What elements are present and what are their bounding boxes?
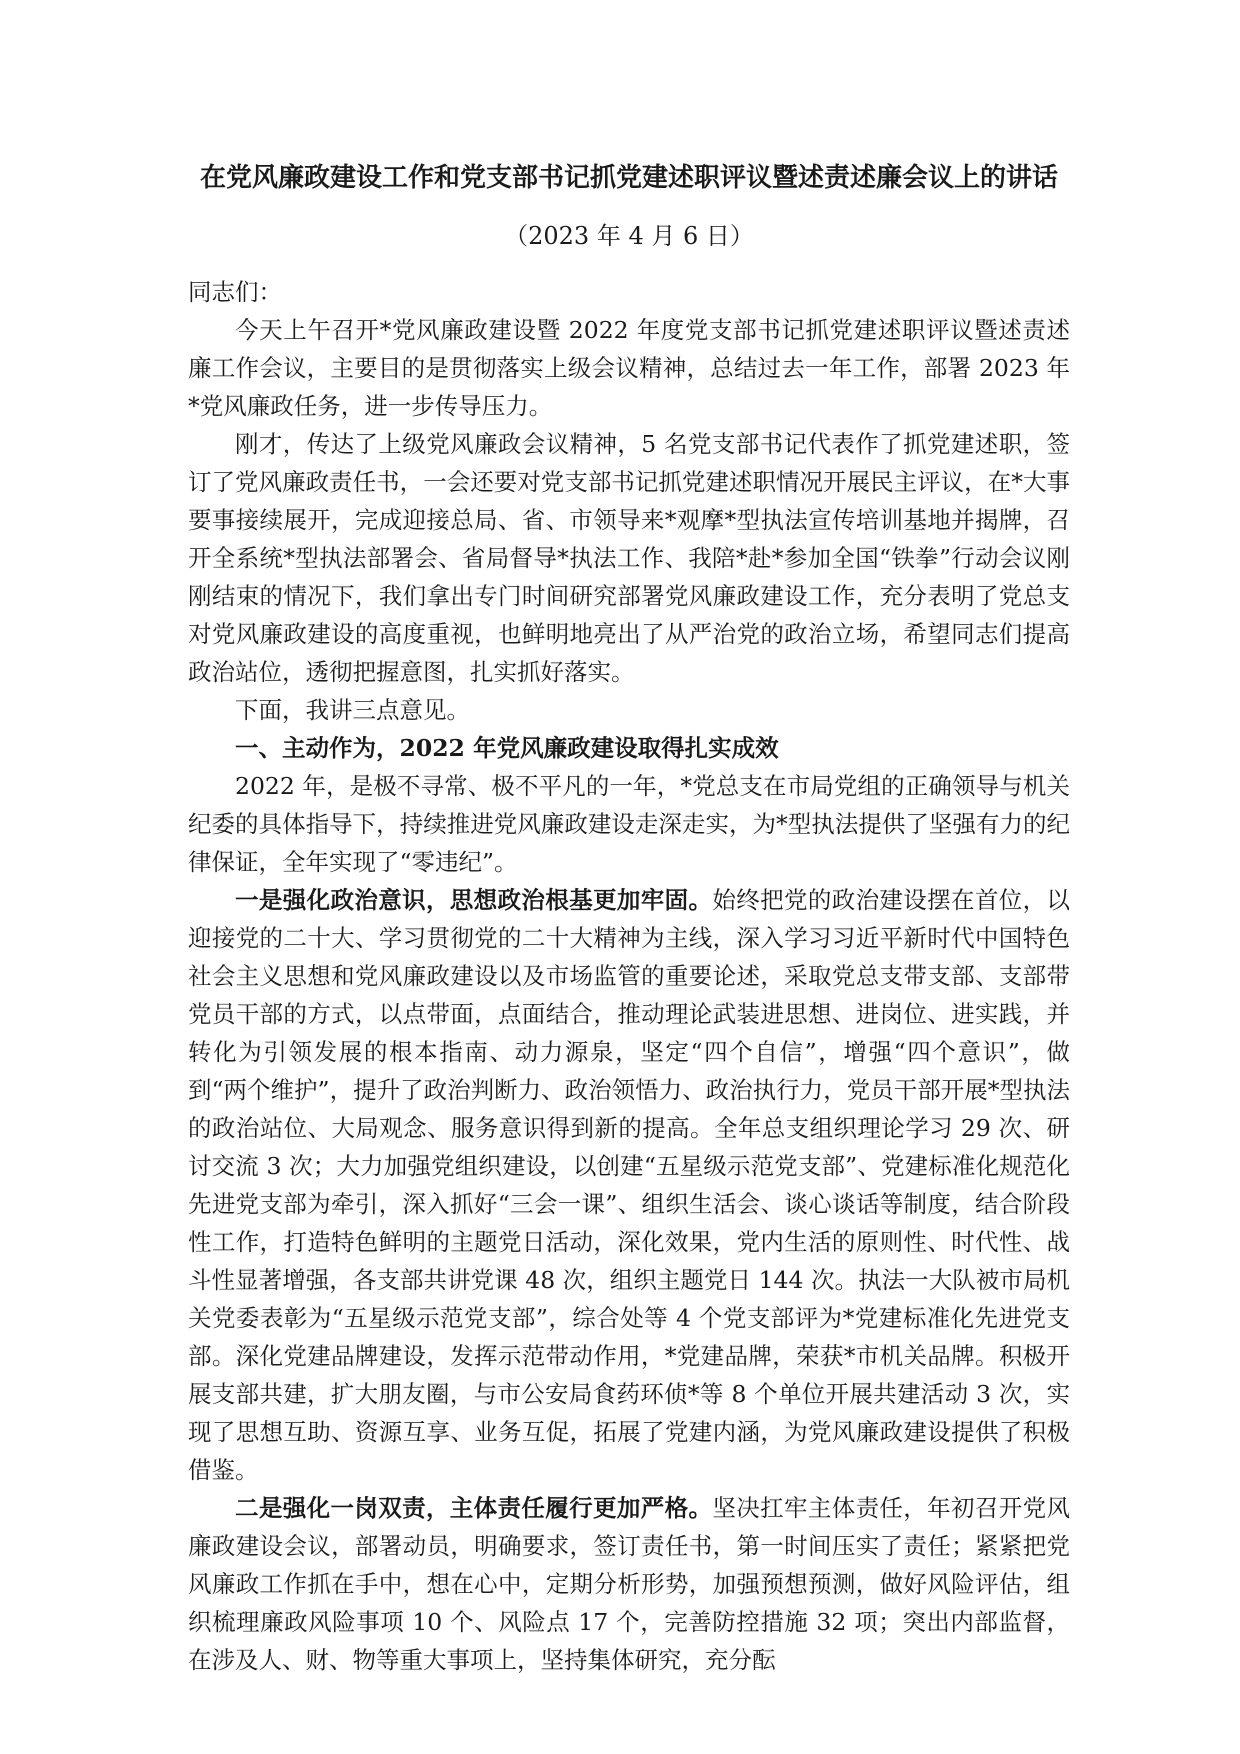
paragraph-6-body: 坚决扛牢主体责任，年初召开党风廉政建设会议，部署动员，明确要求，签订责任书，第一时间压实了责任；紧紧把党风廉政工作抓在手中，想在心中，定期分析形势，加强预想预测，做好风险评估，组织梳理廉政风险事项 10 个、风险点 17 个，完善防控措施 32 项；突出内部监督，在涉及人、财、物等重大事项上，坚持集体研究，充分酝	[188, 1494, 1071, 1674]
paragraph-6	[188, 1489, 1070, 1679]
paragraph-3: 下面，我讲三点意见。	[235, 696, 470, 724]
document-date: （2023 年 4 月 6 日）	[504, 222, 754, 250]
paragraph-4: 2022 年，是极不寻常、极不平凡的一年，*党总支在市局党组的正确领导与机关纪委的具体指导下，持续推进党风廉政建设走深走实，为*型执法提供了坚强有力的纪律保证，全年实现了“零违纪”。	[188, 772, 1070, 876]
section-heading-1: 一、主动作为，2022 年党风廉政建设取得扎实成效	[235, 734, 779, 762]
paragraph-5-body: 始终把党的政治建设摆在首位，以迎接党的二十大、学习贯彻党的二十大精神为主线，深入学习习近平新时代中国特色社会主义思想和党风廉政建设以及市场监管的重要论述，采取党总支带支部、支部带党员干部的方式，以点带面，点面结合，推动理论武装进思想、进岗位、进实践，并转化为引领发展的根本指南、动力源泉，坚定“四个自信”，增强“四个意识”，做到“两个维护”，提升了政治判断力、政治领悟力、政治执行力，党员干部开展*型执法的政治站位、大局观念、服务意识得到新的提高。全年总支组织理论学习 29 次、研讨交流 3 次；大力加强党组织建设，以创建“五星级示范党支部”、党建标准化规范化先进党支部为牵引，深入抓好“三会一课”、组织生活会、谈心谈话等制度，结合阶段性工作，打造特色鲜明的主题党日活动，深化效果，党内生活的原则性、时代性、战斗性显著增强，各支部共讲党课 48 次，组织主题党日 144 次。执法一大队被市局机关党委表彰为“五星级示范党支部”，综合处等 4 个党支部评为*党建标准化先进党支部。深化党建品牌建设，发挥示范带动作用，*党建品牌，荣获*市机关品牌。积极开展支部共建，扩大朋友圈，与市公安局食药环侦*等 8 个单位开展共建活动 3 次，实现了思想互助、资源互享、业务互促，拓展了党建内涵，为党风廉政建设提供了积极借鉴。	[188, 886, 1071, 1484]
paragraph-5-lead: 一是强化政治意识，思想政治根基更加牢固。	[235, 886, 713, 914]
paragraph-1: 今天上午召开*党风廉政建设暨 2022 年度党支部书记抓党建述职评议暨述责述廉工作会议，主要目的是贯彻落实上级会议精神，总结过去一年工作，部署 2023 年*党风廉政任务，进一步传导压力。	[188, 316, 1070, 420]
paragraph-5	[188, 881, 1070, 1489]
document-title: 在党风廉政建设工作和党支部书记抓党建述职评议暨述责述廉会议上的讲话	[199, 163, 1058, 193]
salutation: 同志们：	[188, 278, 282, 306]
document-body	[188, 273, 1070, 1679]
paragraph-6-lead: 二是强化一岗双责，主体责任履行更加严格。	[235, 1494, 713, 1522]
paragraph-2: 刚才，传达了上级党风廉政会议精神，5 名党支部书记代表作了抓党建述职，签订了党风廉政责任书，一会还要对党支部书记抓党建述职情况开展民主评议，在*大事要事接续展开，完成迎接总局、省、市领导来*观摩*型执法宣传培训基地并揭牌，召开全系统*型执法部署会、省局督导*执法工作、我陪*赴*参加全国“铁拳”行动会议刚刚结束的情况下，我们拿出专门时间研究部署党风廉政建设工作，充分表明了党总支对党风廉政建设的高度重视，也鲜明地亮出了从严治党的政治立场，希望同志们提高政治站位，透彻把握意图，扎实抓好落实。	[188, 430, 1070, 686]
